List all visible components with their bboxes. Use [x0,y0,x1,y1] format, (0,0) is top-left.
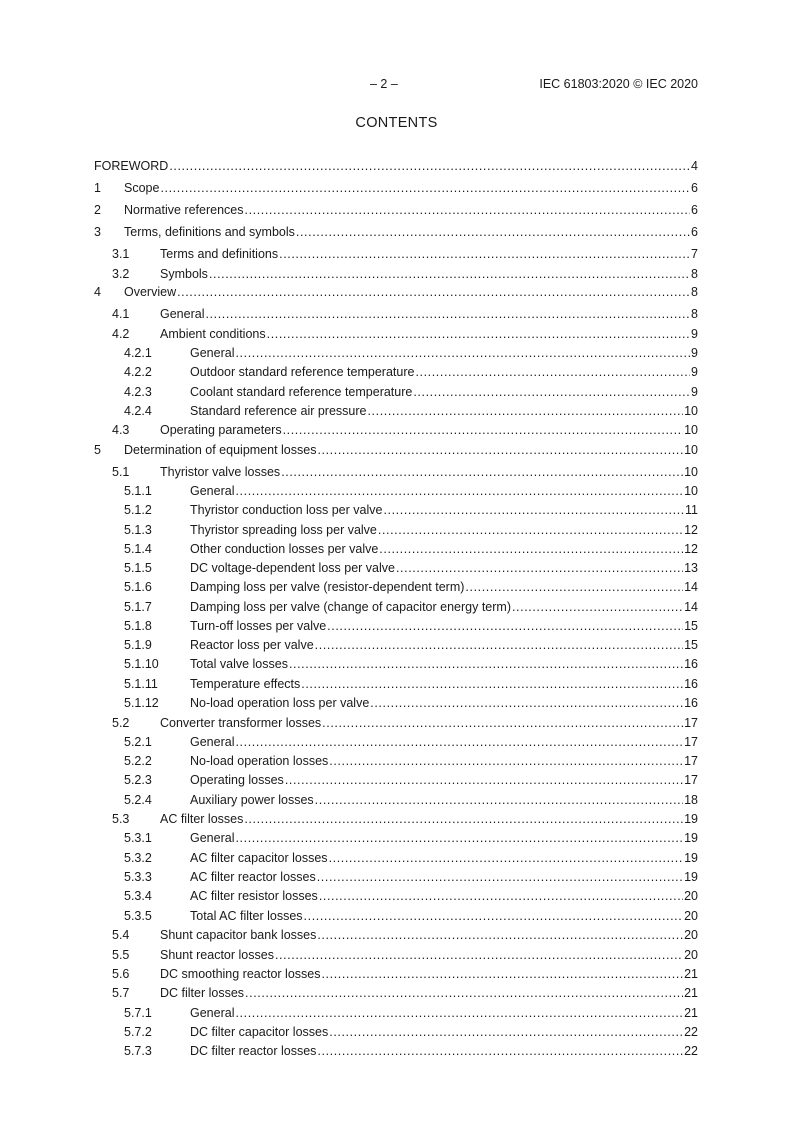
toc-entry-number: 3.2 [112,267,130,281]
toc-dot-leader [315,791,683,809]
toc-dot-leader [205,305,690,323]
toc-entry-number: 5.2 [112,716,130,730]
toc-entry-title: Outdoor standard reference temperature [190,365,415,379]
toc-entry-number: 5.2.1 [124,735,152,749]
toc-entry-number: 5.7.2 [124,1025,152,1039]
toc-entry[interactable] [94,1023,698,1041]
toc-entry-number: 5.1.4 [124,542,152,556]
toc-entry[interactable] [94,946,698,964]
toc-dot-leader [329,752,683,770]
toc-entry-page: 12 [684,523,698,537]
toc-dot-leader [279,245,690,263]
toc-entry-number: 5.1.10 [124,657,159,671]
toc-entry-title: General [190,831,235,845]
toc-entry-page: 17 [684,754,698,768]
toc-entry-title: Overview [124,285,177,299]
toc-entry-page: 20 [684,948,698,962]
toc-entry-page: 10 [684,484,698,498]
toc-entry-page: 17 [684,735,698,749]
toc-entry-page: 22 [684,1044,698,1058]
toc-entry[interactable] [94,868,698,886]
toc-entry[interactable] [94,714,698,732]
toc-entry-number: 4 [94,285,101,299]
toc-entry-title: Thyristor valve losses [160,465,281,479]
toc-entry-number: 5.7.3 [124,1044,152,1058]
toc-entry[interactable] [94,521,698,539]
toc-entry-title: Other conduction losses per valve [190,542,379,556]
toc-dot-leader [304,907,684,925]
toc-entry-number: 5.1 [112,465,130,479]
toc-entry[interactable] [94,201,698,219]
toc-entry-page: 21 [684,1006,698,1020]
toc-entry-number: 3.1 [112,247,130,261]
toc-entry[interactable] [94,926,698,944]
toc-entry-page: 20 [684,928,698,942]
toc-entry[interactable] [94,849,698,867]
toc-entry-title: General [190,346,235,360]
toc-entry-number: 5.2.4 [124,793,152,807]
toc-entry[interactable] [94,305,698,323]
toc-entry-title: AC filter losses [160,812,244,826]
toc-entry-title: DC voltage-dependent loss per valve [190,561,395,575]
toc-dot-leader [160,179,690,197]
toc-entry[interactable] [94,283,698,301]
toc-dot-leader [413,383,690,401]
toc-entry[interactable] [94,463,698,481]
toc-entry-title: General [190,484,235,498]
toc-dot-leader [244,810,683,828]
toc-entry-page: 10 [684,423,698,437]
toc-entry-number: 5.6 [112,967,130,981]
toc-entry-page: 19 [684,851,698,865]
toc-entry-page: 16 [684,657,698,671]
toc-dot-leader [301,675,683,693]
toc-entry-page: 4 [691,159,698,173]
toc-entry-title: DC filter capacitor losses [190,1025,329,1039]
toc-entry-page: 8 [691,285,698,299]
toc-dot-leader [267,325,690,343]
toc-entry[interactable] [94,598,698,616]
toc-entry-title: Auxiliary power losses [190,793,314,807]
toc-entry-page: 10 [684,404,698,418]
toc-dot-leader [383,501,684,519]
toc-entry-page: 9 [691,385,698,399]
toc-entry-page: 19 [684,831,698,845]
toc-entry-number: 5.1.3 [124,523,152,537]
toc-entry[interactable] [94,655,698,673]
toc-entry-page: 6 [691,181,698,195]
toc-entry-number: 5.2.2 [124,754,152,768]
toc-entry[interactable] [94,501,698,519]
toc-entry-title: AC filter resistor losses [190,889,318,903]
toc-entry-title: Ambient conditions [160,327,266,341]
toc-entry-title: AC filter capacitor losses [190,851,328,865]
toc-entry-page: 20 [684,889,698,903]
toc-entry-number: 5 [94,443,101,457]
toc-entry-title: Terms, definitions and symbols [124,225,295,239]
toc-entry-title: Determination of equipment losses [124,443,317,457]
toc-entry-page: 18 [684,793,698,807]
toc-dot-leader [289,655,683,673]
toc-entry-number: 5.1.12 [124,696,159,710]
toc-entry-page: 10 [684,465,698,479]
toc-entry-page: 14 [684,580,698,594]
toc-entry-title: General [190,1006,235,1020]
toc-entry-title: Normative references [124,203,244,217]
toc-dot-leader [317,441,683,459]
toc-entry-page: 20 [684,909,698,923]
toc-entry-page: 16 [684,677,698,691]
toc-entry-title: Total valve losses [190,657,288,671]
toc-entry-title: Terms and definitions [160,247,279,261]
toc-entry-page: 10 [684,443,698,457]
toc-dot-leader [415,363,690,381]
toc-entry[interactable] [94,771,698,789]
toc-entry[interactable] [94,482,698,500]
toc-entry-page: 9 [691,327,698,341]
toc-dot-leader [275,946,683,964]
toc-entry-number: 5.3.5 [124,909,152,923]
toc-entry[interactable] [94,421,698,439]
toc-entry-title: Damping loss per valve (change of capacitor energy term) [190,600,511,614]
toc-entry-number: 5.1.11 [124,677,158,691]
toc-entry-page: 15 [684,638,698,652]
toc-entry[interactable] [94,559,698,577]
toc-entry-title: FOREWORD [94,159,169,173]
toc-entry-number: 4.3 [112,423,130,437]
toc-entry-page: 12 [684,542,698,556]
toc-entry[interactable] [94,363,698,381]
toc-entry-page: 19 [684,812,698,826]
toc-entry-number: 5.5 [112,948,130,962]
toc-entry-page: 9 [691,365,698,379]
toc-dot-leader [329,1023,683,1041]
toc-entry-page: 21 [684,967,698,981]
toc-entry-title: General [160,307,205,321]
toc-dot-leader [285,771,683,789]
toc-dot-leader [370,694,683,712]
toc-entry-number: 5.2.3 [124,773,152,787]
toc-entry-number: 5.4 [112,928,130,942]
toc-entry-number: 5.1.2 [124,503,152,517]
toc-entry-title: General [190,735,235,749]
toc-dot-leader [235,733,683,751]
toc-dot-leader [317,926,683,944]
toc-entry-title: No-load operation loss per valve [190,696,370,710]
toc-entry-number: 4.2.2 [124,365,152,379]
toc-dot-leader [177,283,690,301]
toc-dot-leader [315,636,683,654]
toc-entry[interactable] [94,540,698,558]
toc-entry-title: AC filter reactor losses [190,870,316,884]
toc-entry-number: 5.1.5 [124,561,152,575]
toc-entry-number: 5.3.4 [124,889,152,903]
toc-entry-page: 9 [691,346,698,360]
toc-entry-title: Shunt reactor losses [160,948,274,962]
toc-entry-title: Standard reference air pressure [190,404,367,418]
toc-entry[interactable] [94,223,698,241]
toc-entry-number: 5.3.1 [124,831,152,845]
toc-entry-page: 6 [691,203,698,217]
toc-entry-title: No-load operation losses [190,754,329,768]
toc-entry-title: DC filter losses [160,986,245,1000]
toc-entry-page: 11 [685,503,698,517]
toc-dot-leader [235,344,690,362]
toc-entry-title: Operating parameters [160,423,282,437]
toc-entry-number: 4.2 [112,327,130,341]
toc-entry-page: 6 [691,225,698,239]
toc-entry-title: Thyristor spreading loss per valve [190,523,377,537]
toc-entry-number: 5.3 [112,812,130,826]
toc-entry[interactable] [94,810,698,828]
toc-dot-leader [378,521,683,539]
toc-entry[interactable] [94,791,698,809]
toc-dot-leader [281,463,683,481]
toc-entry-number: 5.1.1 [124,484,152,498]
toc-entry[interactable] [94,245,698,263]
toc-entry-title: Total AC filter losses [190,909,303,923]
toc-entry[interactable] [94,179,698,197]
toc-dot-leader [209,265,690,283]
toc-entry-number: 5.1.8 [124,619,152,633]
toc-entry-page: 17 [684,716,698,730]
toc-entry-title: DC smoothing reactor losses [160,967,321,981]
toc-dot-leader [512,598,683,616]
toc-entry-title: Coolant standard reference temperature [190,385,413,399]
toc-entry-number: 5.1.9 [124,638,152,652]
toc-entry[interactable] [94,402,698,420]
toc-entry[interactable] [94,829,698,847]
toc-entry-page: 15 [684,619,698,633]
toc-entry-number: 4.2.1 [124,346,152,360]
toc-entry-page: 8 [691,307,698,321]
toc-entry-page: 13 [684,561,698,575]
toc-entry[interactable] [94,383,698,401]
toc-dot-leader [396,559,683,577]
toc-entry-number: 4.2.4 [124,404,152,418]
toc-entry-number: 5.3.3 [124,870,152,884]
toc-entry[interactable] [94,733,698,751]
toc-entry-title: Temperature effects [190,677,301,691]
toc-entry[interactable] [94,441,698,459]
toc-entry[interactable] [94,578,698,596]
toc-entry-number: 1 [94,181,101,195]
toc-dot-leader [235,829,683,847]
toc-entry[interactable] [94,752,698,770]
toc-entry-number: 5.3.2 [124,851,152,865]
toc-entry-page: 16 [684,696,698,710]
toc-entry-title: Symbols [160,267,208,281]
toc-entry-number: 3 [94,225,101,239]
toc-entry[interactable] [94,984,698,1002]
toc-dot-leader [327,617,683,635]
toc-entry-number: 5.7.1 [124,1006,152,1020]
toc-entry-title: DC filter reactor losses [190,1044,317,1058]
toc-entry[interactable] [94,887,698,905]
toc-entry-page: 17 [684,773,698,787]
toc-entry[interactable] [94,157,698,175]
toc-dot-leader [329,849,684,867]
toc-dot-leader [169,157,690,175]
toc-entry-title: Damping loss per valve (resistor-dependent term) [190,580,465,594]
toc-entry-number: 2 [94,203,101,217]
toc-entry-page: 7 [691,247,698,261]
toc-entry[interactable] [94,965,698,983]
toc-dot-leader [465,578,683,596]
toc-entry[interactable] [94,265,698,283]
toc-dot-leader [319,887,683,905]
toc-entry-page: 14 [684,600,698,614]
toc-entry-page: 8 [691,267,698,281]
toc-dot-leader [283,421,684,439]
toc-entry-title: Converter transformer losses [160,716,322,730]
toc-entry-number: 5.1.6 [124,580,152,594]
toc-dot-leader [379,540,683,558]
toc-entry[interactable] [94,694,698,712]
toc-dot-leader [367,402,683,420]
toc-entry-title: Reactor loss per valve [190,638,314,652]
toc-dot-leader [321,965,683,983]
toc-dot-leader [317,1042,683,1060]
toc-entry[interactable] [94,1042,698,1060]
toc-entry-title: Scope [124,181,160,195]
toc-entry[interactable] [94,1004,698,1022]
toc-entry-number: 4.2.3 [124,385,152,399]
toc-entry[interactable] [94,675,698,693]
toc-entry[interactable] [94,617,698,635]
toc-dot-leader [317,868,683,886]
toc-entry-title: Thyristor conduction loss per valve [190,503,383,517]
toc-entry[interactable] [94,344,698,362]
toc-entry-title: Shunt capacitor bank losses [160,928,317,942]
toc-dot-leader [245,984,683,1002]
toc-entry-title: Operating losses [190,773,284,787]
standard-id: IEC 61803:2020 © IEC 2020 [539,77,698,91]
page-number: – 2 – [370,77,398,91]
toc-entry[interactable] [94,636,698,654]
toc-entry-page: 21 [684,986,698,1000]
toc-entry-title: Turn-off losses per valve [190,619,327,633]
toc-dot-leader [322,714,683,732]
toc-entry[interactable] [94,325,698,343]
toc-entry[interactable] [94,907,698,925]
toc-entry-number: 5.7 [112,986,130,1000]
toc-entry-page: 22 [684,1025,698,1039]
toc-dot-leader [296,223,690,241]
toc-entry-page: 19 [684,870,698,884]
toc-dot-leader [235,482,683,500]
toc-entry-number: 4.1 [112,307,130,321]
toc-dot-leader [245,201,691,219]
toc-entry-number: 5.1.7 [124,600,152,614]
page-title: CONTENTS [355,115,438,131]
toc-dot-leader [235,1004,683,1022]
